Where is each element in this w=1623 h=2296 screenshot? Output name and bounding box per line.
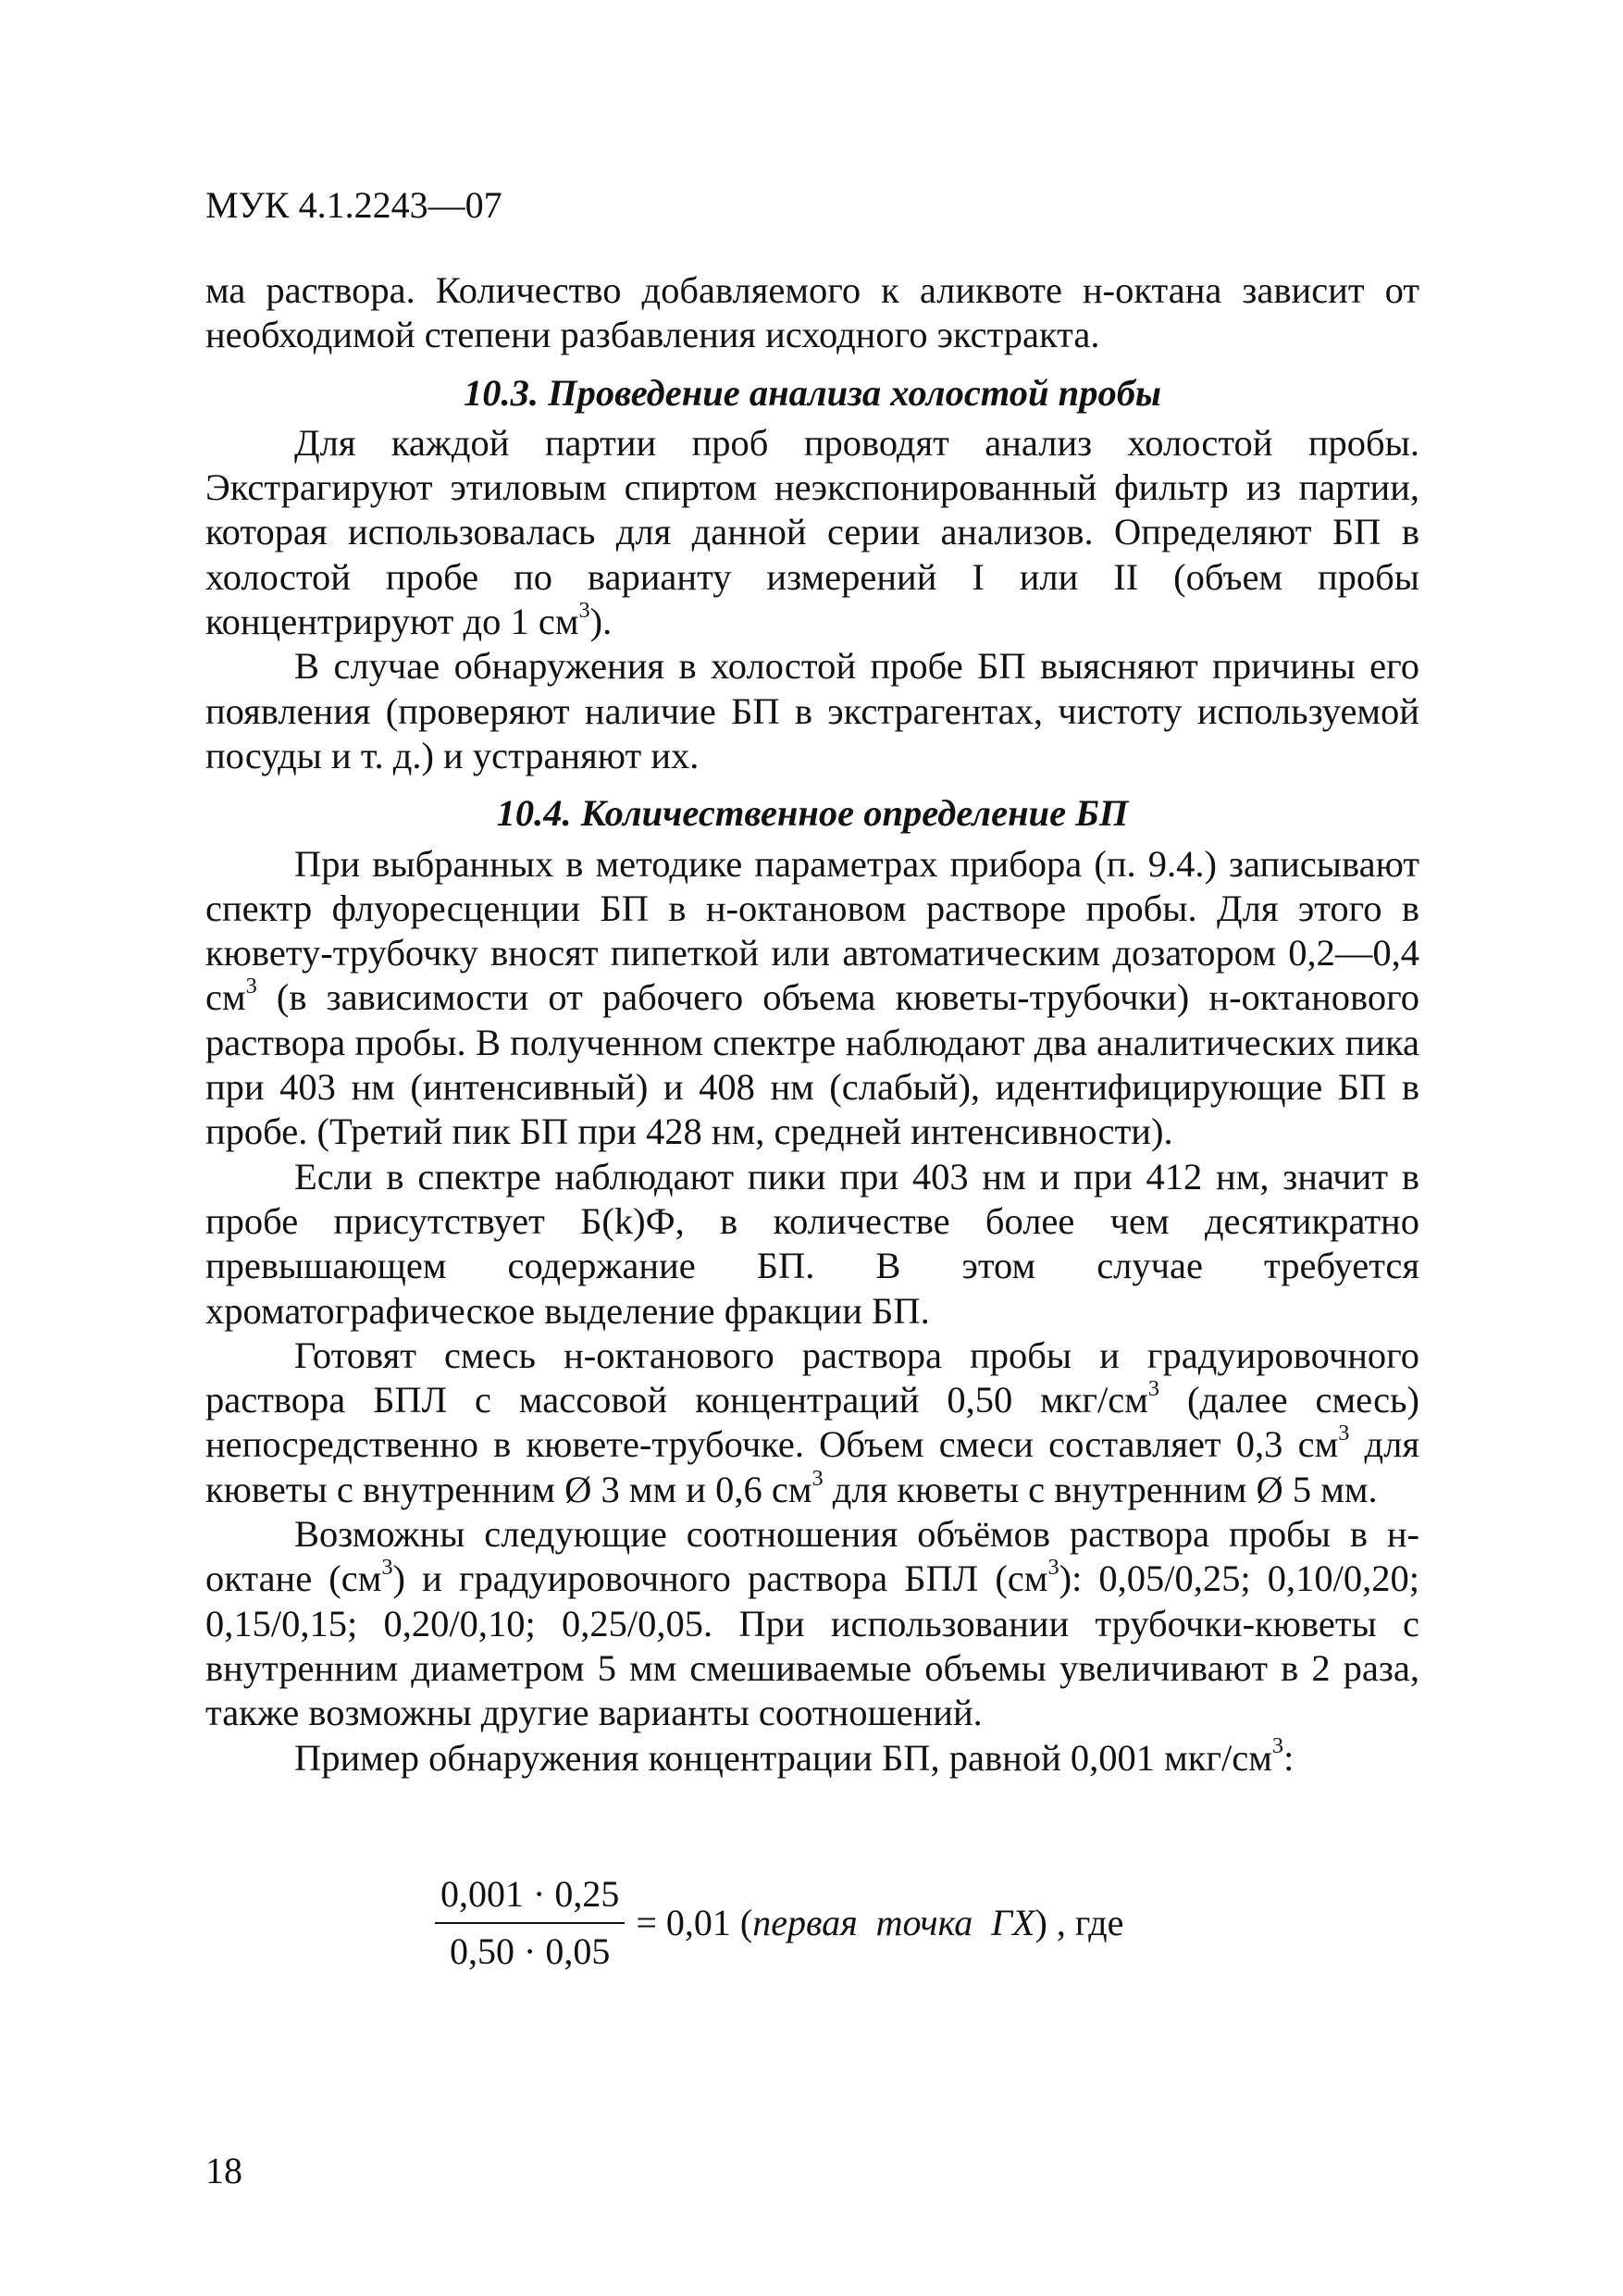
text-fragment: ).	[589, 601, 613, 643]
main-text-column	[205, 268, 1419, 1781]
formula-numerator: 0,001 · 0,25	[435, 1872, 625, 1924]
text-fragment: (далее смесь) непосредственно в кювете-трубочке. Объем смеси составляет 0,3 см	[205, 1379, 1419, 1466]
section-10-4-paragraph-4	[205, 1512, 1419, 1735]
intro-paragraph: ма раствора. Количество добавляемого к аликвоте н-октана зависит от необходимой степени разбавления исходного экстракта.	[205, 269, 1419, 356]
superscript: 3	[1047, 1555, 1059, 1581]
section-10-4-paragraph-1	[205, 842, 1419, 1155]
text-fragment: (в зависимости от рабочего объема кюветы-трубочки) н-октанового раствора пробы. В полученном спектре наблюдают два аналитических пика при 403 нм (интенсивный) и 408 нм (слабый), идентифицирующие БП в пробе. (Третий пик БП при 428 нм, средней интенсивности).	[205, 976, 1419, 1153]
text-fragment: При выбранных в методике параметрах прибора (п. 9.4.) записывают спектр флуоресценции БП в н-октановом растворе пробы. Для этого в кювету-трубочку вносят пипеткой или автоматическим дозатором 0,2—0,4 см	[205, 842, 1419, 1019]
text-fragment: Для каждой партии проб проводят анализ холостой пробы. Экстрагируют этиловым спиртом неэкспонированный фильтр из партии, которая использовалась для данной серии анализов. Определяют БП в холостой пробе по варианту измерений I или II (объем пробы концентрируют до 1 см	[205, 421, 1419, 643]
text-fragment: :	[1283, 1736, 1295, 1779]
section-10-4-paragraph-3	[205, 1334, 1419, 1512]
superscript: 3	[1271, 1733, 1284, 1759]
text-fragment: Возможны следующие соотношения объёмов раствора пробы в н-октане (см	[205, 1513, 1419, 1600]
section-10-3-paragraph-1	[205, 421, 1419, 644]
superscript: 3	[1147, 1375, 1160, 1401]
formula-result-end: ) , где	[1035, 1902, 1124, 1943]
formula-fraction	[435, 1872, 625, 1974]
section-10-3-paragraph-2: В случае обнаружения в холостой пробе БП выясняют причины его появления (проверяют наличие БП в экстрагентах, чистоту используемой посуды и т. д.) и устраняют их.	[205, 645, 1419, 776]
superscript: 3	[1338, 1421, 1350, 1446]
page-number: 18	[205, 2150, 242, 2191]
superscript: 3	[381, 1555, 393, 1581]
section-10-4-paragraph-5	[205, 1733, 1419, 1781]
text-fragment: для кюветы с внутренним Ø 5 мм.	[823, 1468, 1378, 1510]
text-fragment: Пример обнаружения концентрации БП, равной 0,001 мкг/см	[294, 1736, 1272, 1779]
formula-result-value: = 0,01 (	[636, 1902, 753, 1943]
superscript: 3	[578, 597, 590, 623]
text-fragment: Готовят смесь н-октанового раствора пробы и градуировочного раствора БПЛ с массовой концентраций 0,50 мкг/см	[205, 1334, 1419, 1421]
superscript: 3	[245, 974, 257, 999]
document-code-header: МУК 4.1.2243—07	[205, 184, 502, 226]
formula-result-note: первая точка ГХ	[752, 1902, 1035, 1943]
section-10-4-paragraph-2: Если в спектре наблюдают пики при 403 нм и при 412 нм, значит в пробе присутствует Б(k)Ф, в количестве более чем десятикратно превышающем содержание БП. В этом случае требуется хроматографическое выделение фракции БП.	[205, 1155, 1419, 1332]
concentration-formula	[435, 1868, 1123, 1979]
superscript: 3	[812, 1465, 824, 1491]
formula-denominator: 0,50 · 0,05	[450, 1930, 611, 1972]
section-10-4-heading: 10.4. Количественное определение БП	[496, 792, 1129, 835]
section-10-3-heading: 10.3. Проведение анализа холостой пробы	[463, 371, 1162, 414]
text-fragment: ) и градуировочного раствора БПЛ (см	[392, 1558, 1048, 1600]
text-fragment: для кюветы с внутренним Ø 3 мм и 0,6 см	[205, 1423, 1419, 1510]
text-fragment: ): 0,05/0,25; 0,10/0,20; 0,15/0,15; 0,20/0,10; 0,25/0,05. При использовании трубочки-кюветы с внутренним диаметром 5 мм смешиваемые объемы увеличивают в 2 раза, также возможны другие варианты соотношений.	[205, 1558, 1419, 1734]
formula-result	[636, 1901, 1123, 1945]
